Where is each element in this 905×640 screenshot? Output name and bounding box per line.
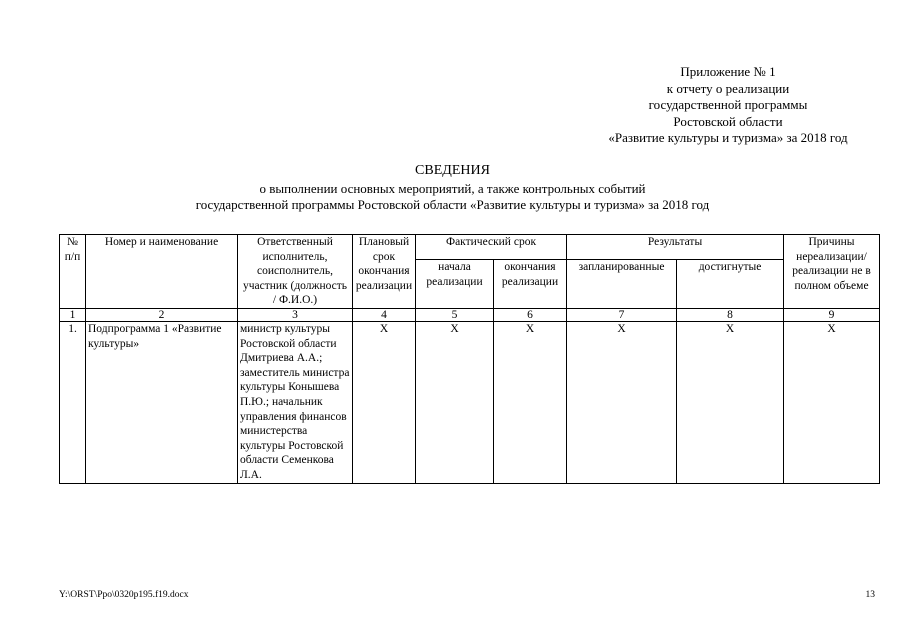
header-results-achieved: достигнутые xyxy=(677,260,784,309)
appendix-note xyxy=(583,64,873,147)
header-name: Номер и наименование xyxy=(86,235,238,309)
header-actual-term: Фактический срок xyxy=(416,235,567,260)
column-number: 9 xyxy=(784,308,880,321)
column-number: 5 xyxy=(416,308,494,321)
row-name: Подпрограмма 1 «Развитие культуры» xyxy=(86,321,238,483)
column-number: 7 xyxy=(567,308,677,321)
document-heading xyxy=(0,163,905,213)
header-results: Результаты xyxy=(567,235,784,260)
appendix-line: Приложение № 1 xyxy=(680,64,776,79)
table-row xyxy=(60,321,880,483)
column-number: 1 xyxy=(60,308,86,321)
row-planned-end: Х xyxy=(353,321,416,483)
document-subtitle: государственной программы Ростовской области «Развитие культуры и туризма» за 2018 год xyxy=(195,197,710,212)
header-planned-end: Плановый срок окончания реализации xyxy=(353,235,416,309)
column-number: 8 xyxy=(677,308,784,321)
header-reasons: Причины нереализации/ реализации не в полном объеме xyxy=(784,235,880,309)
column-number-row xyxy=(60,308,880,321)
appendix-line: к отчету о реализации xyxy=(666,80,790,96)
appendix-line: «Развитие культуры и туризма» за 2018 год xyxy=(608,130,848,145)
column-number: 3 xyxy=(238,308,353,321)
row-actual-end: Х xyxy=(494,321,567,483)
column-number: 6 xyxy=(494,308,567,321)
header-responsible: Ответственный исполнитель, соисполнитель, участник (должность / Ф.И.О.) xyxy=(238,235,353,309)
header-no: № п/п xyxy=(60,235,86,309)
row-results-planned: Х xyxy=(567,321,677,483)
row-responsible: министр культуры Ростовской области Дмитриева А.А.; заместитель министра культуры Конышева П.Ю.; начальник управления финансов министерства культуры Ростовской области Семенкова Л.А. xyxy=(238,321,353,483)
header-actual-start: начала реализации xyxy=(416,260,494,309)
row-actual-start: Х xyxy=(416,321,494,483)
row-results-achieved: Х xyxy=(677,321,784,483)
row-reasons: Х xyxy=(784,321,880,483)
document-subtitle: о выполнении основных мероприятий, а также контрольных событий xyxy=(259,181,646,196)
header-row xyxy=(60,235,880,260)
column-number: 2 xyxy=(86,308,238,321)
row-no: 1. xyxy=(60,321,86,483)
appendix-line: государственной программы xyxy=(648,97,808,112)
file-path: Y:\ORST\Ppo\0320p195.f19.docx xyxy=(59,590,189,600)
header-actual-end: окончания реализации xyxy=(494,260,567,309)
appendix-line: Ростовской области xyxy=(673,113,783,129)
page-number: 13 xyxy=(865,590,875,600)
events-table xyxy=(59,234,880,484)
column-number: 4 xyxy=(353,308,416,321)
header-results-planned: запланированные xyxy=(567,260,677,309)
document-title: СВЕДЕНИЯ xyxy=(415,163,490,178)
